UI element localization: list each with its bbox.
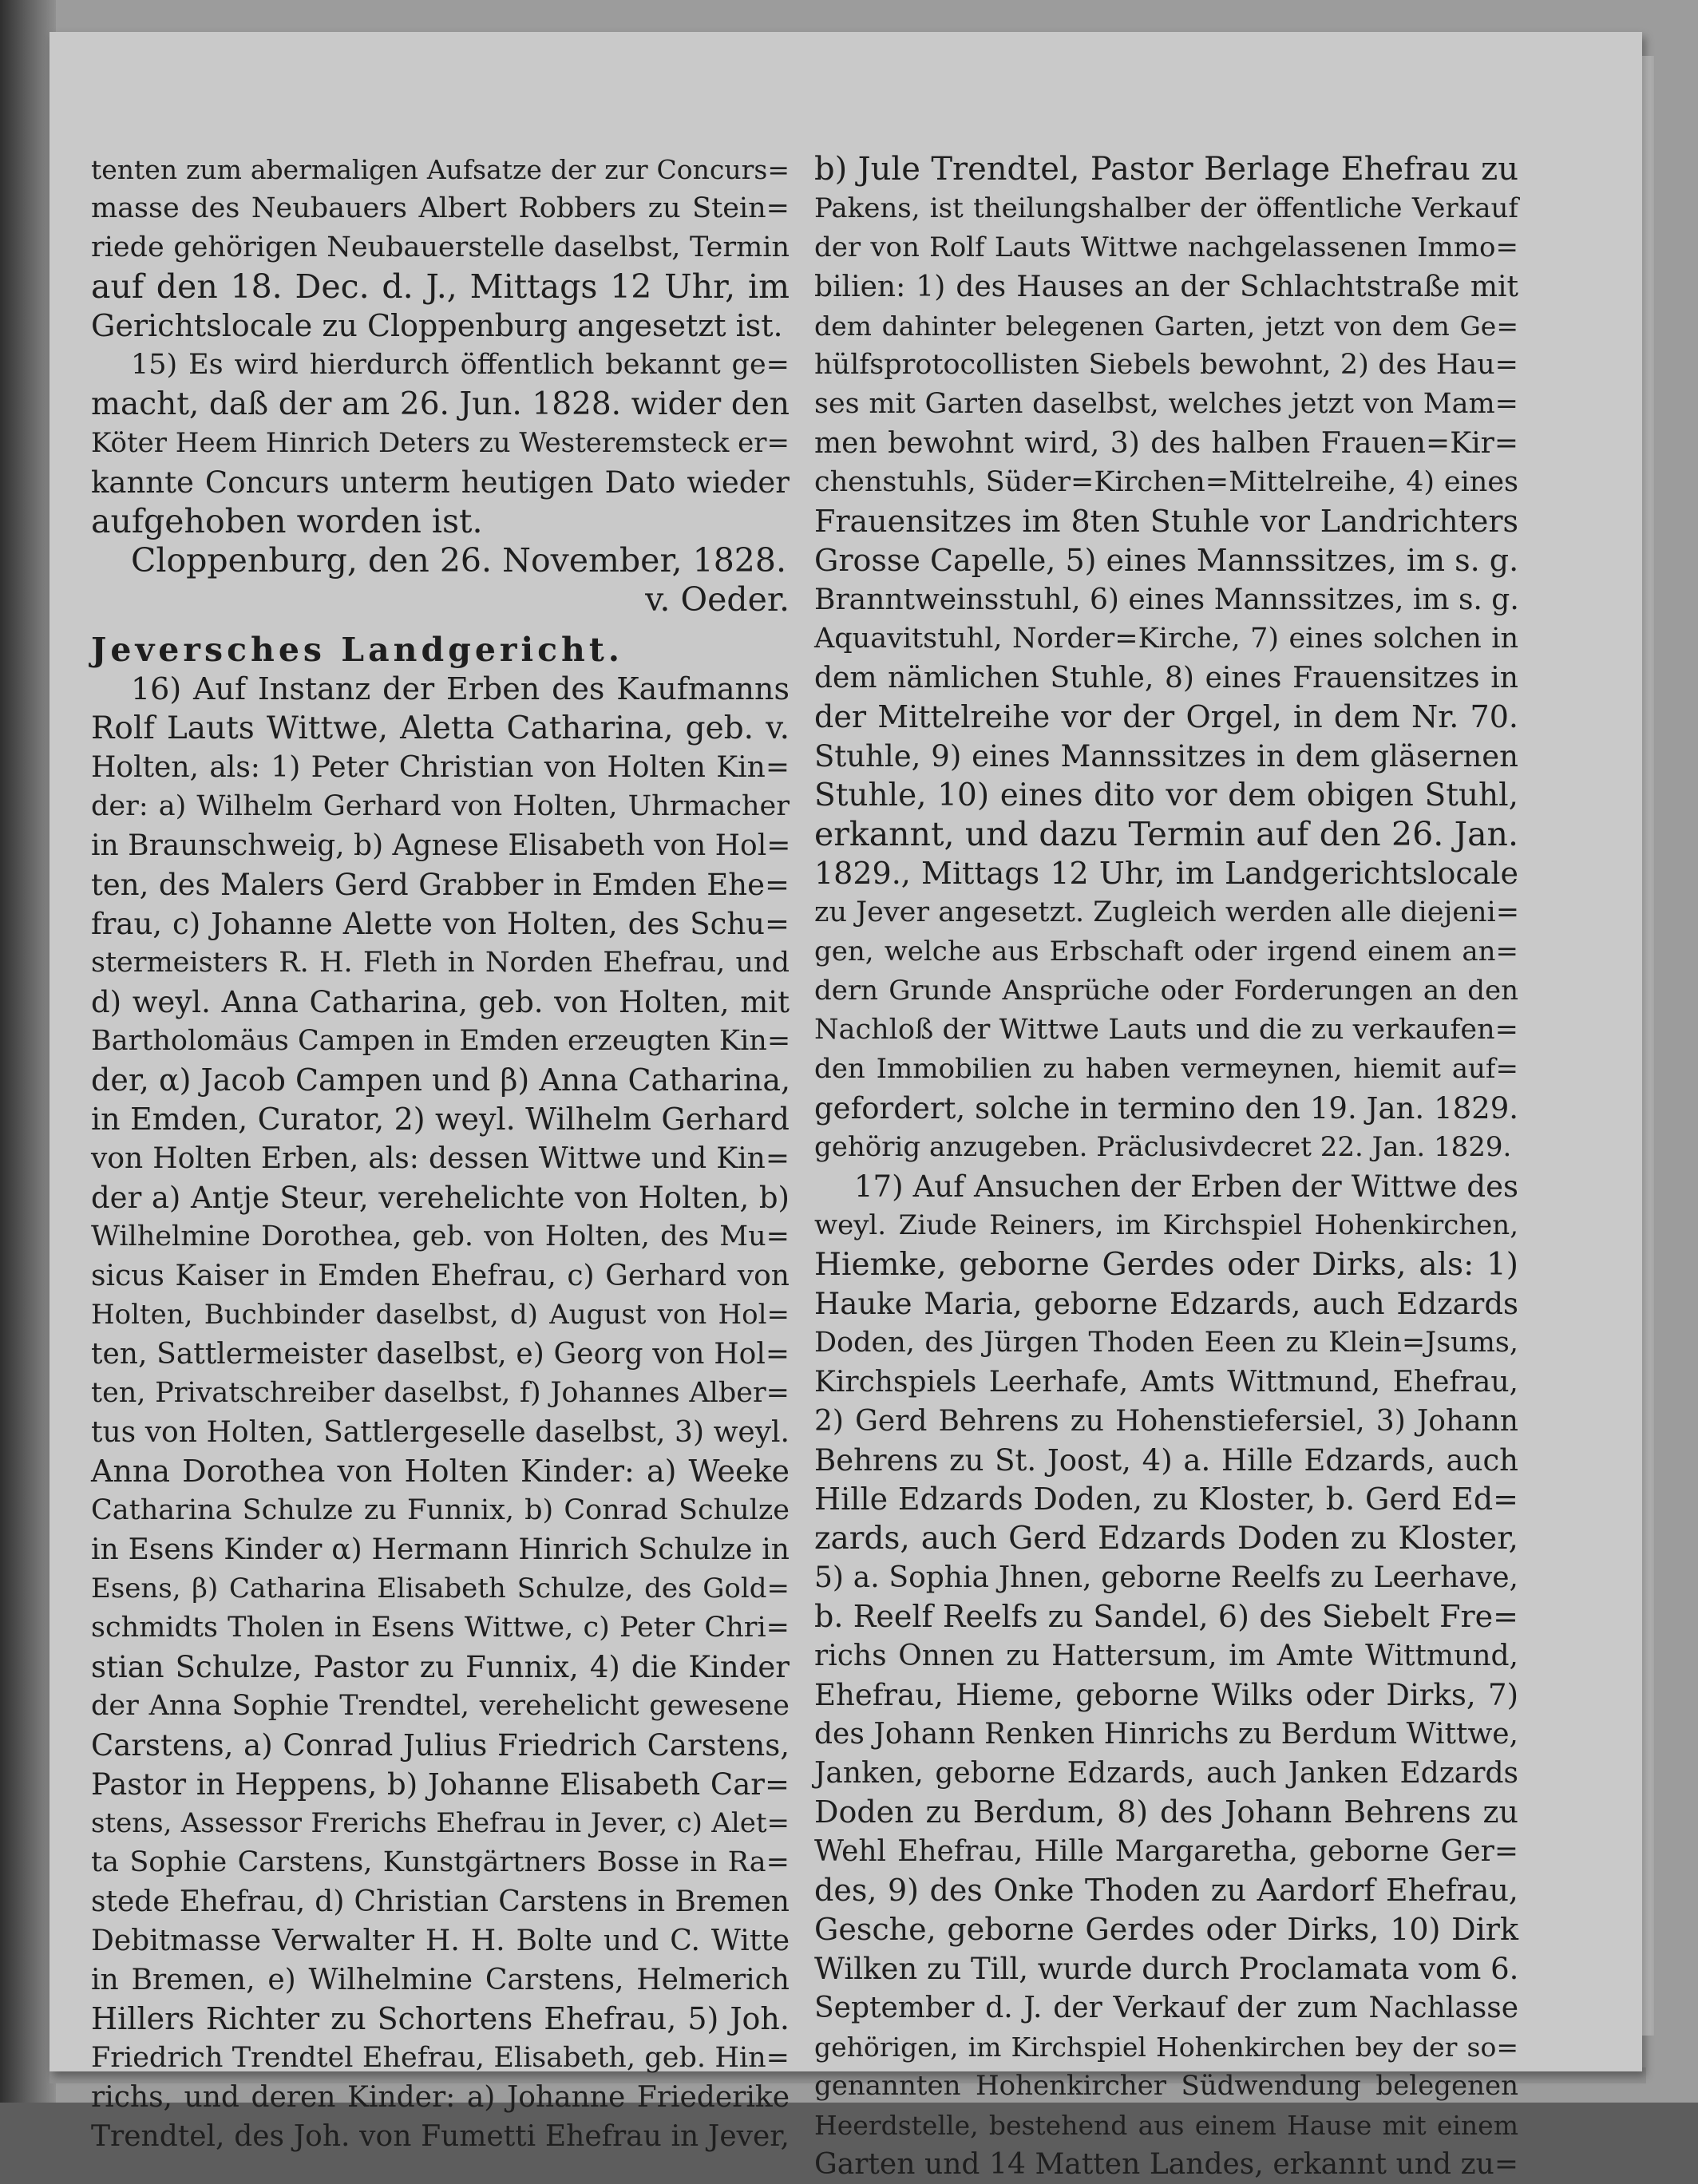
text-line: tenten zum abermaligen Aufsatze der zur Concurs= [91, 154, 790, 185]
text-line: genannten Hohenkircher Südwendung belegenen [814, 2070, 1518, 2102]
text-line: dem dahinter belegenen Garten, jetzt von dem Ge= [814, 311, 1518, 342]
text-line: in Emden, Curator, 2) weyl. Wilhelm Gerhard [91, 1102, 790, 1137]
text-line: Doden zu Berdum, 8) des Johann Behrens zu [814, 1794, 1518, 1830]
text-line: Catharina Schulze zu Funnix, b) Conrad Schulze [91, 1494, 790, 1526]
text-line: sicus Kaiser in Emden Ehefrau, c) Gerhard von [91, 1260, 790, 1292]
text-line: der: a) Wilhelm Gerhard von Holten, Uhrmacher [91, 790, 790, 822]
page-sheet [49, 32, 1642, 2181]
text-line: masse des Neubauers Albert Robbers zu Stein= [91, 192, 790, 224]
text-line: stens, Assessor Frerichs Ehefrau in Jever, c) Alet= [91, 1807, 790, 1839]
text-line: ten, des Malers Gerd Grabber in Emden Ehe= [91, 868, 790, 902]
text-line: Hillers Richter zu Schortens Ehefrau, 5) Joh. [91, 2001, 790, 2036]
text-line: frau, c) Johanne Alette von Holten, des Schu= [91, 907, 790, 941]
text-line: Hauke Maria, geborne Edzards, auch Edzards [814, 1287, 1518, 1321]
text-line: gehörigen, im Kirchspiel Hohenkirchen bey der so= [814, 2032, 1518, 2063]
left-column [91, 150, 790, 2156]
text-line: in Bremen, e) Wilhelmine Carstens, Helmerich [91, 1964, 790, 1996]
section-14-continuation [91, 150, 790, 346]
text-line: riede gehörigen Neubauerstelle daselbst, Termin [91, 231, 790, 263]
text-line: Pakens, ist theilungshalber der öffentliche Verkauf [814, 192, 1518, 224]
text-line: stian Schulze, Pastor zu Funnix, 4) die Kinder [91, 1650, 790, 1684]
text-line: Anna Dorothea von Holten Kinder: a) Weeke [91, 1454, 790, 1489]
text-line: ta Sophie Carstens, Kunstgärtners Bosse in Ra= [91, 1846, 790, 1878]
text-line: der von Rolf Lauts Wittwe nachgelassenen Immo= [814, 231, 1518, 263]
text-line: Grosse Capelle, 5) eines Mannssitzes, im s. g. [814, 543, 1519, 578]
text-line: in Esens Kinder α) Hermann Hinrich Schulze in [91, 1533, 790, 1566]
text-line: ses mit Garten daselbst, welches jetzt von Mam= [814, 388, 1518, 420]
right-column [814, 150, 1518, 2184]
text-line: 2) Gerd Behrens zu Hohenstiefersiel, 3) Johann [814, 1405, 1518, 1438]
text-line: Nachloß der Wittwe Lauts und die zu verkaufen= [814, 1014, 1518, 1046]
text-line: Doden, des Jürgen Thoden Eeen zu Klein=Jsums, [814, 1327, 1518, 1359]
text-line: Holten, Buchbinder daselbst, d) August von Hol= [91, 1299, 790, 1331]
text-line: zards, auch Gerd Edzards Doden zu Kloster, [814, 1521, 1518, 1557]
text-line: b. Reelf Reelfs zu Sandel, 6) des Siebelt Fre= [814, 1599, 1518, 1634]
text-line: b) Jule Trendtel, Pastor Berlage Ehefrau zu [814, 151, 1518, 188]
section-16-continuation [814, 150, 1518, 1167]
text-line: gehörig anzugeben. Präclusivdecret 22. Jan. 1829. [814, 1131, 1512, 1163]
text-line: Ehefrau, Hieme, geborne Wilks oder Dirks, 7) [814, 1678, 1518, 1712]
text-line: stermeisters R. H. Fleth in Norden Ehefrau, und [91, 947, 790, 979]
text-line: 1829., Mittags 12 Uhr, im Landgerichtslocale [814, 856, 1518, 891]
text-line: zu Jever angesetzt. Zugleich werden alle diejeni= [814, 896, 1520, 928]
section-15 [91, 346, 790, 541]
text-line: auf den 18. Dec. d. J., Mittags 12 Uhr, im [91, 267, 790, 306]
text-line: Holten, als: 1) Peter Christian von Holten Kin= [91, 751, 790, 784]
text-line: Pastor in Heppens, b) Johanne Elisabeth Car= [91, 1767, 790, 1802]
text-line: men bewohnt wird, 3) des halben Frauen=Kir= [814, 427, 1518, 460]
text-line: schmidts Tholen in Esens Wittwe, c) Peter Chri= [91, 1612, 790, 1644]
text-line: hülfsprotocollisten Siebels bewohnt, 2) des Hau= [814, 349, 1518, 381]
text-line: d) weyl. Anna Catharina, geb. von Holten, mit [91, 985, 790, 1019]
text-line: macht, daß der am 26. Jun. 1828. wider den [91, 386, 790, 422]
text-line: ten, Privatschreiber daselbst, f) Johannes Alber= [91, 1377, 790, 1409]
text-line: Wilhelmine Dorothea, geb. von Holten, des Mu= [91, 1221, 790, 1252]
text-line: Bartholomäus Campen in Emden erzeugten Kin= [91, 1025, 791, 1057]
text-line: Debitmasse Verwalter H. H. Bolte und C. Witte [91, 1925, 790, 1957]
text-line: Frauensitzes im 8ten Stuhle vor Landrichters [814, 504, 1518, 539]
text-line: September d. J. der Verkauf der zum Nachlasse [814, 1992, 1518, 2024]
text-line: Wilken zu Till, wurde durch Proclamata vom 6. [814, 1952, 1519, 1986]
text-line: der a) Antje Steur, verehelichte von Holten, b) [91, 1181, 790, 1215]
book-gutter [0, 0, 56, 2103]
text-line: Esens, β) Catharina Elisabeth Schulze, des Gold= [91, 1573, 790, 1604]
text-line: Stuhle, 10) eines dito vor dem obigen Stuhl, [814, 777, 1518, 813]
text-line: Branntweinsstuhl, 6) eines Mannssitzes, im s. g. [814, 584, 1519, 616]
text-line: 5) a. Sophia Jhnen, geborne Reelfs zu Leerhave, [814, 1561, 1518, 1594]
text-line: gen, welche aus Erbschaft oder irgend einem an= [814, 936, 1518, 967]
text-line: stede Ehefrau, d) Christian Carstens in Bremen [91, 1885, 790, 1918]
text-line: in Braunschweig, b) Agnese Elisabeth von Hol= [91, 829, 791, 862]
text-line: Rolf Lauts Wittwe, Aletta Catharina, geb. v. [91, 710, 790, 746]
text-line: der Anna Sophie Trendtel, verehelicht gewesene [91, 1690, 790, 1722]
text-line: Carstens, a) Conrad Julius Friedrich Carstens, [91, 1728, 790, 1763]
text-line: Kirchspiels Leerhafe, Amts Wittmund, Ehefrau, [814, 1366, 1518, 1399]
text-line: aufgehoben worden ist. [91, 502, 483, 540]
text-line: Trendtel, des Joh. von Fumetti Ehefrau in Jever, [91, 2120, 790, 2153]
text-line: Heerdstelle, bestehend aus einem Hause mit einem [814, 2110, 1518, 2141]
text-line: gefordert, solche in termino den 19. Jan. 1829. [814, 1091, 1518, 1126]
text-line: der, α) Jacob Campen und β) Anna Catharina, [91, 1062, 791, 1098]
dateline: Cloppenburg, den 26. November, 1828. [131, 541, 786, 580]
text-line: Gesche, geborne Gerdes oder Dirks, 10) Dirk [814, 1912, 1518, 1947]
section-16 [91, 670, 790, 2156]
text-line: ten, Sattlermeister daselbst, e) Georg von Hol= [91, 1338, 790, 1371]
text-line: erkannt, und dazu Termin auf den 26. Jan. [814, 815, 1518, 853]
text-line: des Johann Renken Hinrichs zu Berdum Wittwe, [814, 1718, 1518, 1751]
signature: v. Oeder. [645, 580, 790, 619]
text-line: dem nämlichen Stuhle, 8) eines Frauensitzes in [814, 662, 1518, 694]
text-line: den Immobilien zu haben vermeynen, hiemit auf= [814, 1053, 1518, 1085]
text-line: 17) Auf Ansuchen der Erben der Wittwe des [854, 1169, 1518, 1204]
text-line: chenstuhls, Süder=Kirchen=Mittelreihe, 4) eines [814, 466, 1518, 498]
text-line: Behrens zu St. Joost, 4) a. Hille Edzards, auch [814, 1443, 1518, 1478]
text-line: der Mittelreihe vor der Orgel, in dem Nr. 70. [814, 699, 1518, 734]
text-line: bilien: 1) des Hauses an der Schlachtstraße mit [814, 271, 1518, 303]
text-line: Garten und 14 Matten Landes, erkannt und zu= [814, 2148, 1518, 2181]
text-line: Wehl Ehefrau, Hille Margaretha, geborne Ger= [814, 1835, 1518, 1868]
section-heading: Jeversches Landgericht. [91, 631, 624, 669]
text-line: Friedrich Trendtel Ehefrau, Elisabeth, geb. Hin= [91, 2042, 790, 2074]
text-line: kannte Concurs unterm heutigen Dato wieder [91, 465, 790, 500]
text-line: Gerichtslocale zu Cloppenburg angesetzt ist. [91, 308, 783, 343]
text-line: tus von Holten, Sattlergeselle daselbst, 3) weyl. [91, 1416, 790, 1449]
text-line: Hille Edzards Doden, zu Kloster, b. Gerd Ed= [814, 1482, 1518, 1517]
text-line: Köter Heem Hinrich Deters zu Westeremsteck er= [91, 427, 790, 459]
text-line: weyl. Ziude Reiners, im Kirchspiel Hohenkirchen, [814, 1209, 1518, 1241]
section-17 [814, 1167, 1518, 2184]
text-line: richs Onnen zu Hattersum, im Amte Wittmund, [814, 1640, 1518, 1672]
text-line: des, 9) des Onke Thoden zu Aardorf Ehefrau, [814, 1873, 1518, 1908]
text-line: von Holten Erben, als: dessen Wittwe und Kin= [91, 1142, 790, 1175]
text-line: 16) Auf Instanz der Erben des Kaufmanns [131, 671, 790, 706]
text-line: dern Grunde Ansprüche oder Forderungen an den [814, 975, 1518, 1007]
text-line: Hiemke, geborne Gerdes oder Dirks, als: 1) [814, 1247, 1518, 1283]
text-line: 15) Es wird hierdurch öffentlich bekannt ge= [131, 349, 790, 381]
text-line: richs, und deren Kinder: a) Johanne Friederike [91, 2081, 790, 2114]
text-line: Aquavitstuhl, Norder=Kirche, 7) eines solchen in [814, 623, 1518, 655]
text-line: Stuhle, 9) eines Mannssitzes in dem gläsernen [814, 739, 1518, 774]
text-line: Janken, geborne Edzards, auch Janken Edzards [814, 1757, 1518, 1790]
